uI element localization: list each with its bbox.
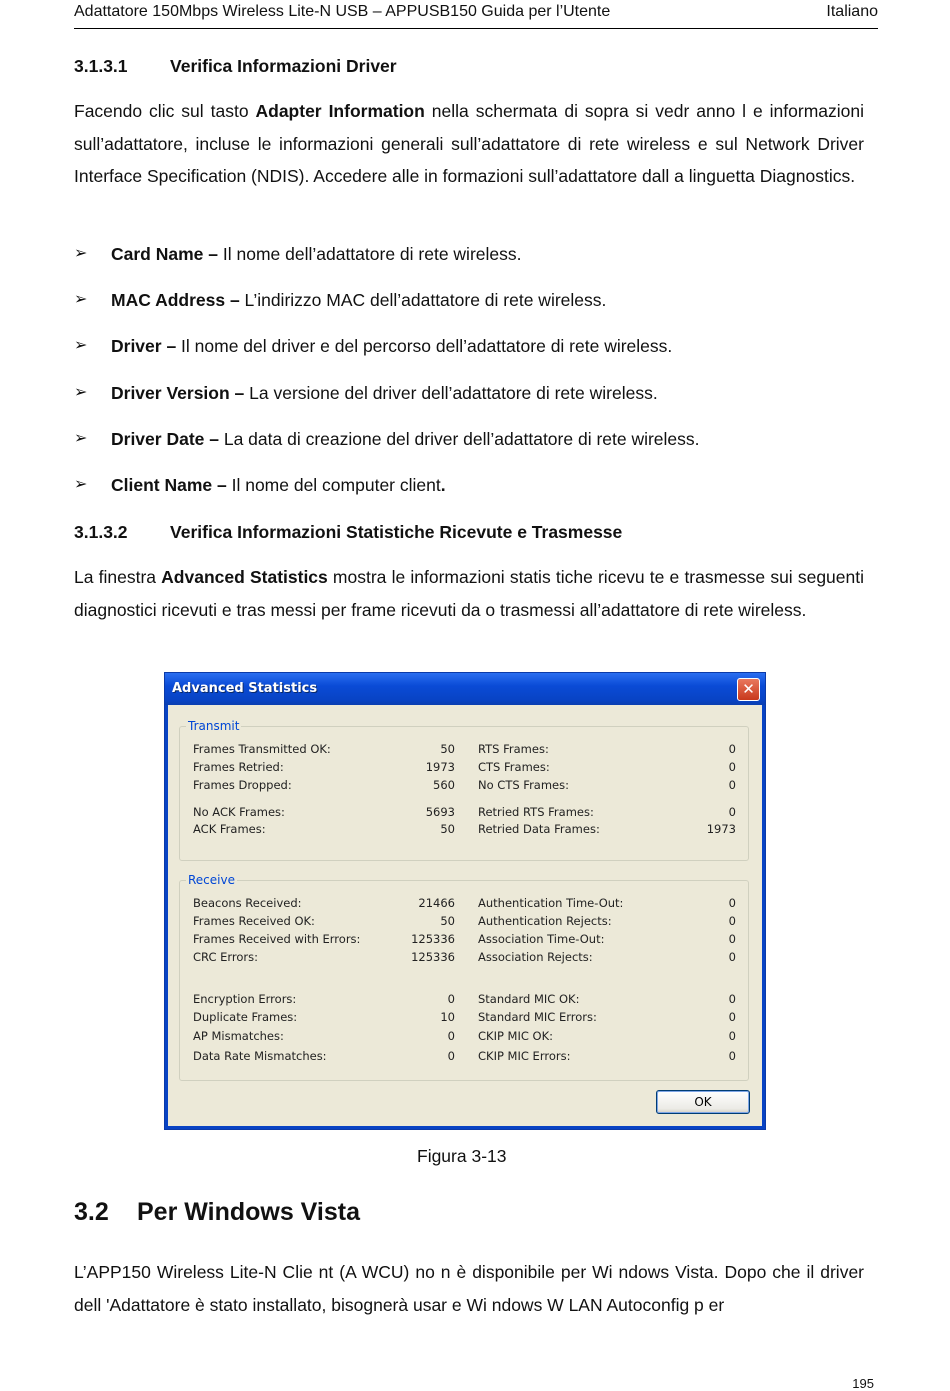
bullet-text: La data di creazione del driver dell’adattatore di rete wireless. xyxy=(218,428,700,449)
stat-label: Frames Transmitted OK: xyxy=(193,742,331,756)
stat-row xyxy=(193,895,455,911)
list-item xyxy=(74,240,700,286)
stat-row xyxy=(478,759,736,775)
section-title: Per Windows Vista xyxy=(137,1198,360,1226)
stat-row xyxy=(193,821,455,837)
stat-value: 0 xyxy=(728,914,736,928)
close-icon[interactable]: ✕ xyxy=(737,678,760,701)
paragraph-statistics xyxy=(74,561,864,626)
stat-value: 0 xyxy=(728,742,736,756)
section-heading-3-1-3-1 xyxy=(74,56,397,77)
stat-value: 0 xyxy=(728,1049,736,1063)
stat-value: 0 xyxy=(728,778,736,792)
section-number: 3.1.3.2 xyxy=(74,522,128,542)
paragraph-text: mostra le informazioni statis tiche ricevu te e trasmesse sui seguenti diagnostici ricevuti e tras messi per frame ricevuti da o trasmessi all’adattatore di rete wireless. xyxy=(74,567,865,620)
paragraph-text: nella schermata di sopra si vedr anno l e informazioni sull’adattatore, incluse le informazioni generali sull’adattatore di rete wireless e sul Network Driver Interface Specification (NDIS). Accedere alle in formazioni sull’adattatore dall a linguetta Diagnostics. xyxy=(74,101,864,186)
stat-row xyxy=(478,895,736,911)
bullet-term: Client Name – xyxy=(111,474,227,495)
bullet-term: Card Name – xyxy=(111,244,218,264)
stat-value: 0 xyxy=(728,950,736,964)
list-item xyxy=(74,379,700,425)
section-title: Verifica Informazioni Statistiche Ricevute e Trasmesse xyxy=(170,522,623,542)
stat-label: Authentication Rejects: xyxy=(478,914,612,928)
stat-row xyxy=(478,1009,736,1025)
stat-value: 0 xyxy=(728,992,736,1006)
stat-value: 50 xyxy=(440,822,455,836)
figure-caption: Figura 3-13 xyxy=(417,1146,507,1166)
stat-label: Duplicate Frames: xyxy=(193,1010,298,1024)
stat-value: 125336 xyxy=(411,932,455,946)
stat-row xyxy=(478,777,736,793)
stat-label: AP Mismatches: xyxy=(193,1029,284,1043)
section-number: 3.1.3.1 xyxy=(74,56,128,76)
stat-row xyxy=(193,913,455,929)
stat-label: Association Time-Out: xyxy=(478,932,605,946)
stat-label: Retried Data Frames: xyxy=(478,822,600,836)
stat-row xyxy=(193,931,455,947)
stat-label: Frames Received with Errors: xyxy=(193,932,361,946)
stat-label: ACK Frames: xyxy=(193,822,266,836)
page-header xyxy=(74,0,878,29)
stat-row xyxy=(193,741,455,757)
dialog-titlebar[interactable] xyxy=(165,673,765,705)
section-number: 3.2 xyxy=(74,1198,109,1226)
stat-label: RTS Frames: xyxy=(478,742,549,756)
stat-row xyxy=(478,991,736,1007)
bullet-text: L’indirizzo MAC dell’adattatore di rete wireless. xyxy=(239,290,607,311)
section-heading-3-1-3-2 xyxy=(74,522,622,543)
stat-row xyxy=(478,913,736,929)
paragraph-text: Facendo clic sul tasto xyxy=(74,101,256,121)
ok-button[interactable]: OK xyxy=(656,1090,750,1114)
stat-value: 5693 xyxy=(425,805,455,819)
list-item xyxy=(74,425,700,471)
stat-value: 0 xyxy=(447,992,455,1006)
list-item xyxy=(74,332,700,378)
stat-value: 125336 xyxy=(411,950,455,964)
arrow-bullet-icon: ➢ xyxy=(74,429,88,447)
arrow-bullet-icon: ➢ xyxy=(74,475,88,493)
stat-value: 0 xyxy=(447,1049,455,1063)
stat-value: 0 xyxy=(728,1010,736,1024)
stat-row xyxy=(193,1009,455,1025)
header-language: Italiano xyxy=(826,3,878,20)
stat-value: 50 xyxy=(440,914,455,928)
bullet-term: Driver – xyxy=(111,336,177,357)
paragraph-windows-vista: L’APP150 Wireless Lite-N Clie nt (A WCU) no n è disponibile per Wi ndows Vista. Dopo che il driver dell 'Adattatore è stato installato, bisognerà usar e Wi ndows W LAN Autoconfig p er xyxy=(74,1262,864,1315)
paragraph-bold-term: Advanced Statistics xyxy=(161,567,328,587)
arrow-bullet-icon: ➢ xyxy=(74,383,88,401)
stat-label: Retried RTS Frames: xyxy=(478,805,594,819)
section-heading-3-2 xyxy=(74,1198,360,1227)
stat-label: Encryption Errors: xyxy=(193,992,297,1006)
bullet-text: Il nome del driver e del percorso dell’adattatore di rete wireless. xyxy=(176,336,673,357)
stat-label: CRC Errors: xyxy=(193,950,259,964)
stat-value: 560 xyxy=(433,778,455,792)
stat-row xyxy=(478,804,736,820)
stat-label: Authentication Time-Out: xyxy=(478,896,624,910)
list-item xyxy=(74,471,700,517)
stat-label: Beacons Received: xyxy=(193,896,302,910)
transmit-legend: Transmit xyxy=(188,719,240,733)
advanced-statistics-dialog xyxy=(164,672,766,1130)
stat-label: Standard MIC OK: xyxy=(478,992,580,1006)
stat-value: 0 xyxy=(728,896,736,910)
bullet-term: MAC Address – xyxy=(111,290,240,311)
stat-row xyxy=(193,949,455,965)
stat-value: 1973 xyxy=(706,822,736,836)
section-title: Verifica Informazioni Driver xyxy=(170,56,397,76)
bullet-text: Il nome dell’adattatore di rete wireless. xyxy=(218,244,522,264)
stat-label: Standard MIC Errors: xyxy=(478,1010,597,1024)
bullet-tail: . xyxy=(440,474,446,495)
stat-label: No ACK Frames: xyxy=(193,805,285,819)
bullet-text: Il nome del computer client xyxy=(226,474,441,495)
arrow-bullet-icon: ➢ xyxy=(74,245,88,262)
arrow-bullet-icon: ➢ xyxy=(74,291,88,309)
paragraph-text: La finestra xyxy=(74,567,162,587)
stat-row xyxy=(478,949,736,965)
stat-label: CTS Frames: xyxy=(478,760,550,774)
bullet-term: Driver Version – xyxy=(111,382,245,403)
receive-legend: Receive xyxy=(188,873,235,887)
stat-value: 0 xyxy=(728,805,736,819)
stat-value: 0 xyxy=(728,932,736,946)
stat-value: 10 xyxy=(440,1010,455,1024)
page-number: 195 xyxy=(852,1376,874,1391)
paragraph-bold-term: Adapter Information xyxy=(255,101,425,121)
stat-label: Association Rejects: xyxy=(478,950,593,964)
stat-value: 0 xyxy=(728,1029,736,1043)
stat-row xyxy=(478,741,736,757)
paragraph-driver-info xyxy=(74,95,864,193)
stat-row xyxy=(478,1048,736,1064)
stat-row xyxy=(478,1028,736,1044)
stat-row xyxy=(193,1048,455,1064)
stat-label: No CTS Frames: xyxy=(478,778,570,792)
bullet-term: Driver Date – xyxy=(111,428,219,449)
stat-row xyxy=(193,804,455,820)
stat-label: Frames Retried: xyxy=(193,760,284,774)
stat-row xyxy=(478,931,736,947)
stat-label: CKIP MIC Errors: xyxy=(478,1049,571,1063)
stat-label: Frames Dropped: xyxy=(193,778,292,792)
stat-row xyxy=(478,821,736,837)
bullet-text: La versione del driver dell’adattatore di rete wireless. xyxy=(244,382,658,403)
stat-value: 21466 xyxy=(418,896,455,910)
bullet-list xyxy=(74,240,700,517)
stat-label: CKIP MIC OK: xyxy=(478,1029,554,1043)
stat-label: Frames Received OK: xyxy=(193,914,315,928)
stat-value: 1973 xyxy=(425,760,455,774)
stat-value: 0 xyxy=(728,760,736,774)
dialog-title: Advanced Statistics xyxy=(172,681,318,696)
stat-label: Data Rate Mismatches: xyxy=(193,1049,327,1063)
stat-value: 50 xyxy=(440,742,455,756)
stat-row xyxy=(193,1028,455,1044)
stat-row xyxy=(193,991,455,1007)
header-title: Adattatore 150Mbps Wireless Lite-N USB – APPUSB150 Guida per l’Utente xyxy=(74,3,611,20)
stat-row xyxy=(193,777,455,793)
stat-row xyxy=(193,759,455,775)
arrow-bullet-icon: ➢ xyxy=(74,337,88,355)
stat-value: 0 xyxy=(447,1029,455,1043)
list-item xyxy=(74,286,700,332)
